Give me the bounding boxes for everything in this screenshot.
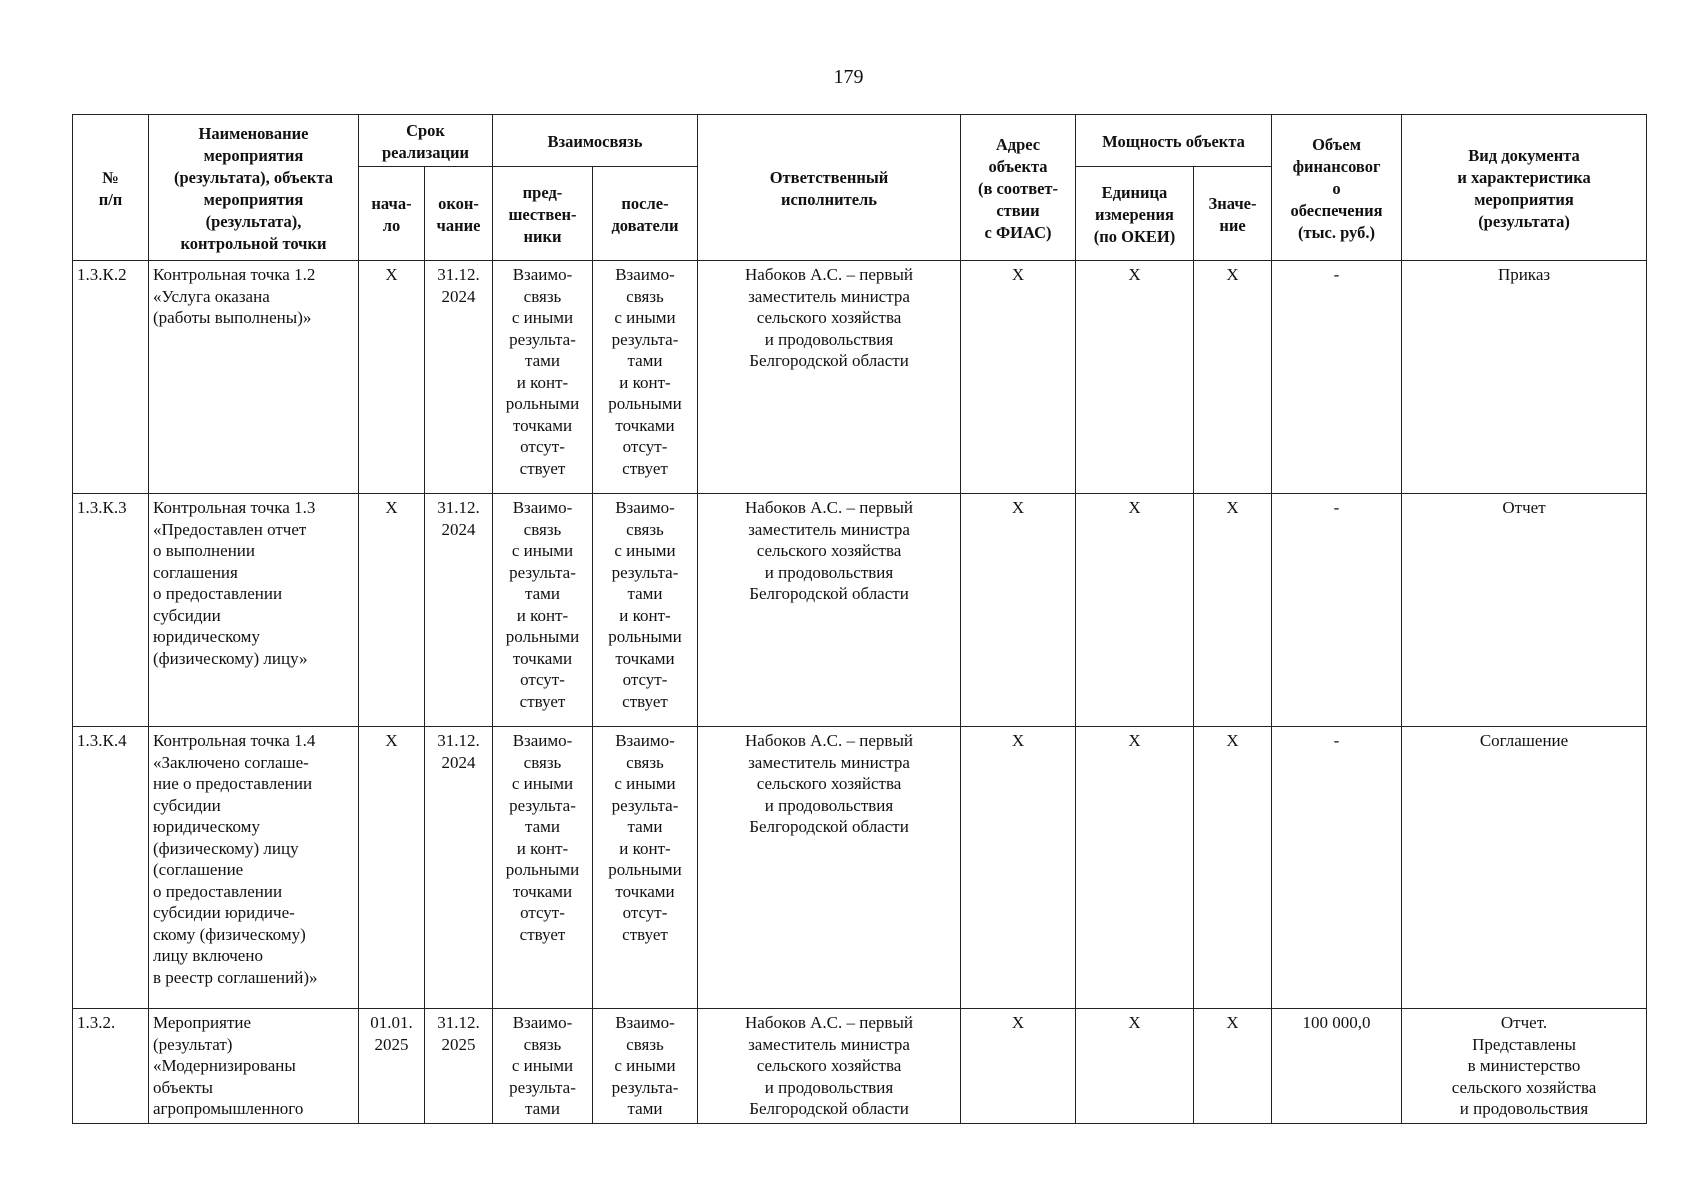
header-address: Адрес объекта (в соответ- ствии с ФИАС) <box>961 115 1076 261</box>
cell-responsible: Набоков А.С. – первый заместитель министра сельского хозяйства и продовольствия Белгородской области <box>698 261 961 494</box>
header-term-end: окон- чание <box>425 167 493 261</box>
cell-address: X <box>961 1009 1076 1124</box>
cell-end: 31.12. 2024 <box>425 494 493 727</box>
cell-unit: X <box>1076 1009 1194 1124</box>
cell-address: X <box>961 494 1076 727</box>
header-relation-pred: пред- шествен- ники <box>493 167 593 261</box>
cell-pred: Взаимо- связь с иными результа- тами <box>493 1009 593 1124</box>
cell-num: 1.3.К.2 <box>73 261 149 494</box>
table-row <box>73 261 1647 494</box>
cell-end: 31.12. 2024 <box>425 727 493 1009</box>
cell-end: 31.12. 2025 <box>425 1009 493 1124</box>
cell-pred: Взаимо- связь с иными результа- тами и конт- рольными точками отсут- ствует <box>493 494 593 727</box>
table-row <box>73 494 1647 727</box>
cell-unit: X <box>1076 727 1194 1009</box>
table-row <box>73 727 1647 1009</box>
cell-start: X <box>359 727 425 1009</box>
cell-doc: Приказ <box>1402 261 1647 494</box>
cell-next: Взаимо- связь с иными результа- тами и конт- рольными точками отсут- ствует <box>593 261 698 494</box>
activities-table <box>72 114 1647 1124</box>
cell-name: Контрольная точка 1.4 «Заключено соглаше- ние о предоставлении субсидии юридическому (физическому) лицу (соглашение о предоставлении субсидии юридиче- скому (физическому) лицу включено в реестр соглашений)» <box>149 727 359 1009</box>
cell-start: 01.01. 2025 <box>359 1009 425 1124</box>
header-capacity-unit: Единица измерения (по ОКЕИ) <box>1076 167 1194 261</box>
header-term-start: нача- ло <box>359 167 425 261</box>
cell-value: X <box>1194 494 1272 727</box>
cell-next: Взаимо- связь с иными результа- тами и конт- рольными точками отсут- ствует <box>593 494 698 727</box>
cell-next: Взаимо- связь с иными результа- тами и конт- рольными точками отсут- ствует <box>593 727 698 1009</box>
cell-num: 1.3.К.3 <box>73 494 149 727</box>
header-relation-next: после- дователи <box>593 167 698 261</box>
cell-finance: 100 000,0 <box>1272 1009 1402 1124</box>
cell-num: 1.3.2. <box>73 1009 149 1124</box>
cell-address: X <box>961 727 1076 1009</box>
cell-address: X <box>961 261 1076 494</box>
header-responsible: Ответственный исполнитель <box>698 115 961 261</box>
cell-name: Контрольная точка 1.3 «Предоставлен отчет о выполнении соглашения о предоставлении субсидии юридическому (физическому) лицу» <box>149 494 359 727</box>
cell-end: 31.12. 2024 <box>425 261 493 494</box>
cell-finance: - <box>1272 727 1402 1009</box>
cell-name: Мероприятие (результат) «Модернизированы объекты агропромышленного <box>149 1009 359 1124</box>
cell-start: X <box>359 494 425 727</box>
cell-name: Контрольная точка 1.2 «Услуга оказана (работы выполнены)» <box>149 261 359 494</box>
cell-start: X <box>359 261 425 494</box>
header-doc: Вид документа и характеристика мероприятия (результата) <box>1402 115 1647 261</box>
cell-unit: X <box>1076 494 1194 727</box>
page-number: 179 <box>833 66 864 88</box>
cell-next: Взаимо- связь с иными результа- тами <box>593 1009 698 1124</box>
cell-pred: Взаимо- связь с иными результа- тами и конт- рольными точками отсут- ствует <box>493 727 593 1009</box>
cell-doc: Соглашение <box>1402 727 1647 1009</box>
cell-value: X <box>1194 261 1272 494</box>
header-relation: Взаимосвязь <box>493 115 698 167</box>
cell-unit: X <box>1076 261 1194 494</box>
header-capacity-value: Значе- ние <box>1194 167 1272 261</box>
header-num: № п/п <box>73 115 149 261</box>
cell-responsible: Набоков А.С. – первый заместитель министра сельского хозяйства и продовольствия Белгородской области <box>698 727 961 1009</box>
cell-finance: - <box>1272 494 1402 727</box>
header-capacity: Мощность объекта <box>1076 115 1272 167</box>
header-name: Наименование мероприятия (результата), объекта мероприятия (результата), контрольной точки <box>149 115 359 261</box>
cell-num: 1.3.К.4 <box>73 727 149 1009</box>
header-finance: Объем финансовог о обеспечения (тыс. руб.) <box>1272 115 1402 261</box>
cell-doc: Отчет <box>1402 494 1647 727</box>
table-row <box>73 1009 1647 1124</box>
cell-responsible: Набоков А.С. – первый заместитель министра сельского хозяйства и продовольствия Белгородской области <box>698 494 961 727</box>
cell-value: X <box>1194 1009 1272 1124</box>
header-term: Срок реализации <box>359 115 493 167</box>
cell-value: X <box>1194 727 1272 1009</box>
cell-pred: Взаимо- связь с иными результа- тами и конт- рольными точками отсут- ствует <box>493 261 593 494</box>
cell-finance: - <box>1272 261 1402 494</box>
cell-doc: Отчет. Представлены в министерство сельского хозяйства и продовольствия <box>1402 1009 1647 1124</box>
cell-responsible: Набоков А.С. – первый заместитель министра сельского хозяйства и продовольствия Белгородской области <box>698 1009 961 1124</box>
